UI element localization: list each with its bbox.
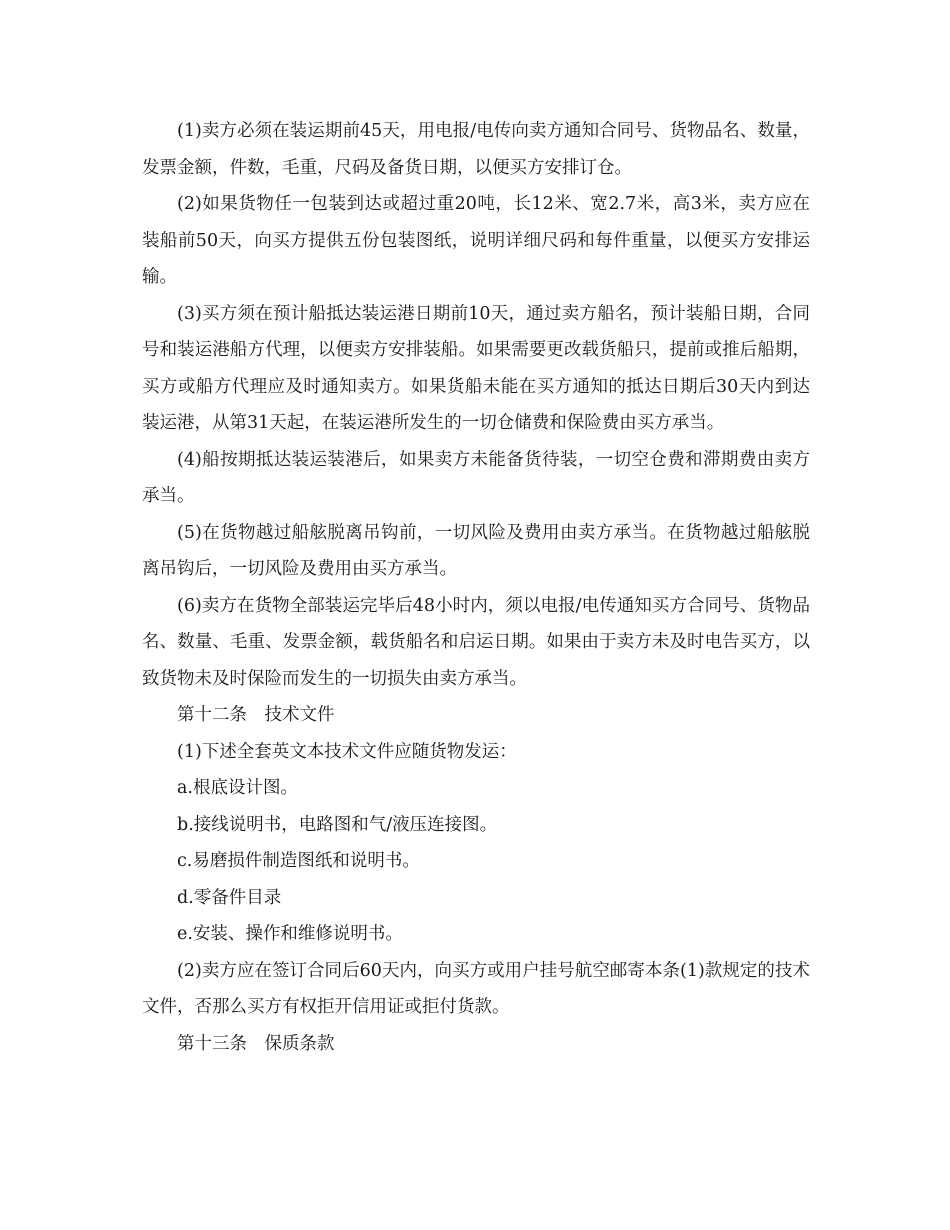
list-item-a: a.根底设计图。 xyxy=(177,778,298,798)
paragraph-shipment-notice: (1)卖方必须在装运期前45天，用电报/电传向卖方通知合同号、货物品名、数量，发票金额，件数，毛重，尺码及备货日期，以便买方安排订仓。 xyxy=(142,121,810,178)
paragraph-vessel-arrival: (3)买方须在预计船抵达装运港日期前10天，通过卖方船名，预计装船日期，合同号和装运港船方代理，以便卖方安排装船。如果需要更改载货船只，提前或推后船期，买方或船方代理应及时通知卖方。如果货船未能在买方通知的抵达日期后30天内到达装运港，从第31天起，在装运港所发生的一切仓储费和保险费由买方承当。 xyxy=(142,303,810,433)
paragraph-doc-list-intro: (1)下述全套英文本技术文件应随货物发运： xyxy=(177,741,517,762)
list-item-e: e.安装、操作和维修说明书。 xyxy=(177,924,403,944)
paragraph-heavy-package: (2)如果货物任一包装到达或超过重20吨，长12米、宽2.7米，高3米，卖方应在装船前50天，向买方提供五份包装图纸，说明详细尺码和每件重量，以便买方安排运输。 xyxy=(142,194,810,287)
paragraph-doc-delivery: (2)卖方应在签订合同后60天内，向买方或用户挂号航空邮寄本条(1)款规定的技术文件，否那么买方有权拒开信用证或拒付货款。 xyxy=(142,960,810,1017)
paragraph-shipping-advice: (6)卖方在货物全部装运完毕后48小时内，须以电报/电传通知买方合同号、货物品名、数量、毛重、发票金额，载货船名和启运日期。如果由于卖方未及时电告买方，以致货物未及时保险而发生的一切损失由卖方承当。 xyxy=(142,595,810,689)
list-item-c: c.易磨损件制造图纸和说明书。 xyxy=(177,851,420,871)
paragraph-risk-transfer: (5)在货物越过船舷脱离吊钩前，一切风险及费用由卖方承当。在货物越过船舷脱离吊钩后，一切风险及费用由买方承当。 xyxy=(142,522,810,579)
section-heading-warranty: 第十三条 保质条款 xyxy=(177,1033,335,1054)
list-item-d: d.零备件目录 xyxy=(177,887,282,908)
list-item-b: b.接线说明书，电路图和气/液压连接图。 xyxy=(177,814,498,835)
paragraph-dead-freight: (4)船按期抵达装运装港后，如果卖方未能备货待装，一切空仓费和滞期费由卖方承当。 xyxy=(142,449,810,506)
section-heading-technical-documents: 第十二条 技术文件 xyxy=(177,705,335,725)
document-body xyxy=(142,113,810,1062)
